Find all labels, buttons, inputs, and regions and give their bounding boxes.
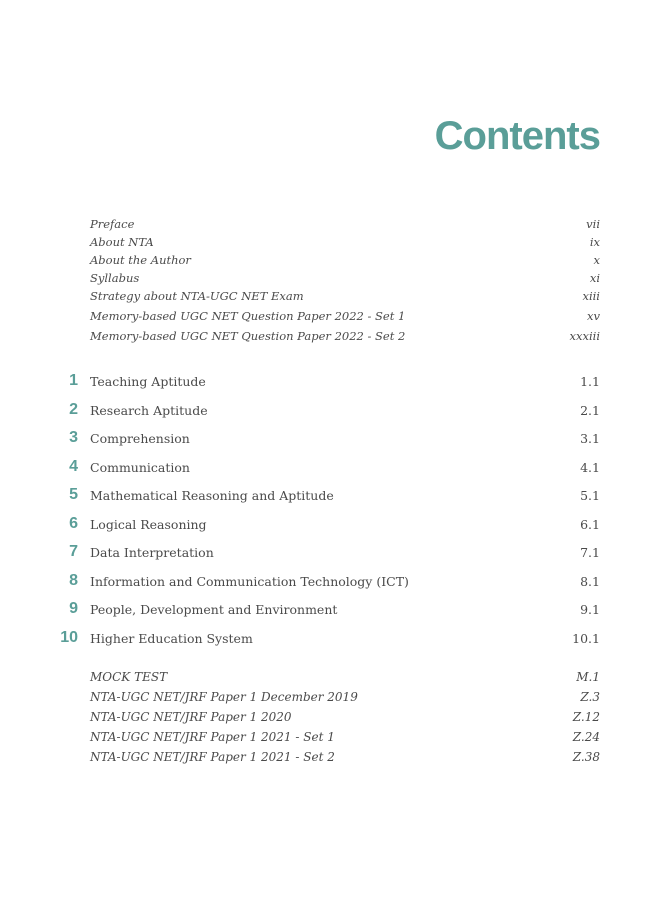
toc-entry-page: M.1 bbox=[576, 670, 600, 684]
toc-chapter-5[interactable] bbox=[69, 486, 600, 503]
toc-entry-page: xxxiii bbox=[569, 329, 600, 343]
chapter-page: 5.1 bbox=[580, 488, 600, 503]
chapter-title: Comprehension bbox=[90, 431, 190, 446]
toc-chapter-6[interactable] bbox=[69, 515, 600, 532]
chapter-page: 8.1 bbox=[580, 574, 600, 589]
toc-entry-syllabus[interactable] bbox=[90, 271, 600, 285]
toc-entry-paper-dec-2019[interactable] bbox=[90, 690, 600, 704]
toc-entry-label: Preface bbox=[90, 217, 135, 231]
chapter-title: Research Aptitude bbox=[90, 403, 208, 418]
toc-entry-label: About the Author bbox=[90, 253, 191, 267]
toc-chapter-9[interactable] bbox=[69, 600, 600, 617]
toc-entry-label: NTA-UGC NET/JRF Paper 1 2021 - Set 1 bbox=[90, 730, 335, 744]
chapter-number: 5 bbox=[69, 486, 78, 503]
toc-entry-question-paper-set-2[interactable] bbox=[90, 329, 600, 343]
chapter-page: 7.1 bbox=[580, 545, 600, 560]
toc-entry-page: xiii bbox=[582, 289, 600, 303]
toc-chapter-1[interactable] bbox=[69, 372, 600, 389]
toc-entry-page: x bbox=[593, 253, 600, 267]
toc-entry-mock-test[interactable] bbox=[90, 670, 600, 684]
toc-entry-label: NTA-UGC NET/JRF Paper 1 2020 bbox=[90, 710, 292, 724]
toc-chapter-3[interactable] bbox=[69, 429, 600, 446]
toc-entry-label: NTA-UGC NET/JRF Paper 1 December 2019 bbox=[90, 690, 358, 704]
chapter-title: Mathematical Reasoning and Aptitude bbox=[90, 488, 334, 503]
toc-entry-label: About NTA bbox=[90, 235, 154, 249]
chapter-number: 4 bbox=[69, 458, 78, 475]
toc-entry-label: NTA-UGC NET/JRF Paper 1 2021 - Set 2 bbox=[90, 750, 335, 764]
toc-entry-about-author[interactable] bbox=[90, 253, 600, 267]
chapter-number: 2 bbox=[69, 401, 78, 418]
toc-entry-page: ix bbox=[589, 235, 600, 249]
chapter-title: Teaching Aptitude bbox=[90, 374, 206, 389]
chapter-number: 1 bbox=[69, 372, 78, 389]
toc-entry-label: Memory-based UGC NET Question Paper 2022 - Set 2 bbox=[90, 329, 406, 343]
toc-entry-paper-2021-set-1[interactable] bbox=[90, 730, 600, 744]
toc-entry-strategy[interactable] bbox=[90, 289, 600, 303]
toc-entry-paper-2021-set-2[interactable] bbox=[90, 750, 600, 764]
chapter-title: Logical Reasoning bbox=[90, 517, 207, 532]
chapter-page: 2.1 bbox=[580, 403, 600, 418]
toc-entry-label: Syllabus bbox=[90, 271, 140, 285]
toc-entry-paper-2020[interactable] bbox=[90, 710, 600, 724]
toc-chapter-10[interactable] bbox=[60, 629, 600, 646]
toc-entry-page: Z.3 bbox=[580, 690, 600, 704]
chapter-number: 10 bbox=[60, 629, 78, 646]
toc-chapter-7[interactable] bbox=[69, 543, 600, 560]
toc-entry-page: Z.38 bbox=[572, 750, 600, 764]
chapter-page: 1.1 bbox=[580, 374, 600, 389]
chapter-number: 7 bbox=[69, 543, 78, 560]
page-title: Contents bbox=[434, 114, 600, 158]
toc-chapter-2[interactable] bbox=[69, 401, 600, 418]
chapter-page: 10.1 bbox=[572, 631, 600, 646]
chapter-page: 9.1 bbox=[580, 602, 600, 617]
toc-entry-page: xi bbox=[589, 271, 600, 285]
chapter-number: 9 bbox=[69, 600, 78, 617]
chapter-page: 6.1 bbox=[580, 517, 600, 532]
toc-entry-label: Memory-based UGC NET Question Paper 2022 - Set 1 bbox=[90, 309, 406, 323]
toc-chapter-8[interactable] bbox=[69, 572, 600, 589]
toc-entry-page: vii bbox=[586, 217, 600, 231]
chapter-number: 8 bbox=[69, 572, 78, 589]
toc-entry-page: Z.24 bbox=[572, 730, 600, 744]
chapter-page: 3.1 bbox=[580, 431, 600, 446]
chapter-number: 6 bbox=[69, 515, 78, 532]
chapter-title: Information and Communication Technology (ICT) bbox=[90, 574, 409, 589]
chapter-title: People, Development and Environment bbox=[90, 602, 338, 617]
chapter-number: 3 bbox=[69, 429, 78, 446]
toc-entry-label: Strategy about NTA-UGC NET Exam bbox=[90, 289, 304, 303]
toc-entry-page: Z.12 bbox=[572, 710, 600, 724]
toc-entry-label: MOCK TEST bbox=[90, 670, 168, 684]
toc-entry-page: xv bbox=[587, 309, 600, 323]
chapter-page: 4.1 bbox=[580, 460, 600, 475]
chapter-title: Data Interpretation bbox=[90, 545, 214, 560]
toc-entry-question-paper-set-1[interactable] bbox=[90, 309, 600, 323]
chapter-title: Communication bbox=[90, 460, 190, 475]
chapter-title: Higher Education System bbox=[90, 631, 253, 646]
toc-entry-about-nta[interactable] bbox=[90, 235, 600, 249]
toc-entry-preface[interactable] bbox=[90, 217, 600, 231]
toc-chapter-4[interactable] bbox=[69, 458, 600, 475]
